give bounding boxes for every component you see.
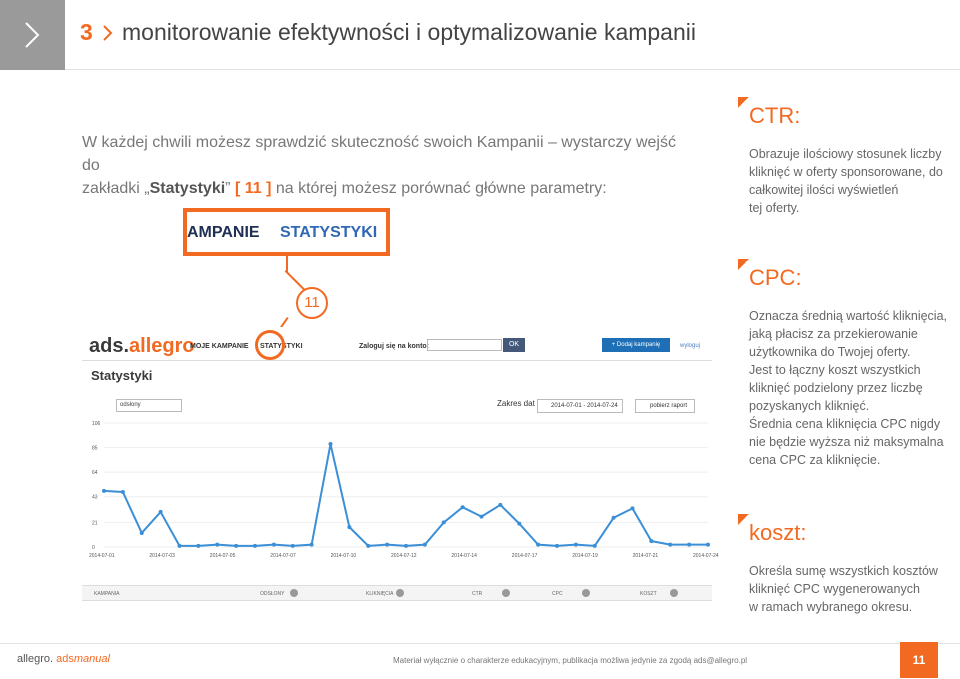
help-icon[interactable] (502, 589, 510, 597)
definition-line: kliknięć w oferty sponsorowane, do (749, 165, 943, 179)
data-point[interactable] (668, 543, 672, 547)
data-point[interactable] (593, 544, 597, 548)
table-header-cell: CPC (552, 591, 563, 597)
metric-select[interactable]: odsłony (116, 399, 182, 412)
x-tick-label: 2014-07-07 (270, 553, 296, 559)
x-tick-label: 2014-07-24 (693, 553, 719, 559)
data-point[interactable] (423, 543, 427, 547)
definition-line: Oznacza średnią wartość kliknięcia, (749, 309, 947, 323)
data-point[interactable] (631, 506, 635, 510)
data-point[interactable] (612, 516, 616, 520)
data-point[interactable] (404, 544, 408, 548)
x-tick-label: 2014-07-17 (511, 553, 538, 559)
data-point[interactable] (329, 442, 333, 446)
stats-title: Statystyki (91, 368, 153, 383)
login-input[interactable] (427, 339, 502, 351)
footer-logo: allegro. adsmanual (17, 653, 110, 665)
intro-paragraph (82, 131, 692, 200)
footer-disclaimer: Materiał wyłącznie o charakterze edukacyjnym, publikacja możliwa jedynie za zgodą ads@allegro.pl (393, 656, 748, 665)
data-point[interactable] (498, 503, 502, 507)
table-header-row (82, 585, 712, 601)
intro-line-1: W każdej chwili możesz sprawdzić skuteczność swoich Kampanii – wystarczy wejść do (82, 134, 676, 174)
x-tick-label: 2014-07-12 (391, 553, 417, 559)
x-tick-label: 2014-07-19 (572, 553, 598, 559)
date-range-label: Zakres dat (497, 399, 535, 408)
definition-line: w ramach wybranego okresu. (749, 600, 913, 614)
zoom-tab-campaigns: AMPANIE (187, 224, 260, 241)
data-point[interactable] (555, 544, 559, 548)
data-point[interactable] (461, 505, 465, 509)
data-point[interactable] (234, 544, 238, 548)
data-point[interactable] (536, 543, 540, 547)
ok-button[interactable]: OK (503, 338, 525, 352)
page-header (0, 0, 960, 70)
help-icon[interactable] (582, 589, 590, 597)
data-point[interactable] (574, 543, 578, 547)
definition-body (749, 307, 947, 469)
definition-body (749, 145, 943, 217)
data-point[interactable] (272, 543, 276, 547)
section-number: 3 (80, 19, 93, 45)
definition-line: Określa sumę wszystkich kosztów (749, 564, 938, 578)
definition-line: jaką płacisz za przekierowanie (749, 327, 918, 341)
page-number: 11 (900, 642, 938, 678)
section-corner-marker (738, 514, 749, 525)
definition-heading: CTR: (749, 103, 801, 128)
definition-line: cena CPC za kliknięcie. (749, 453, 881, 467)
table-header-cell: KAMPANIA (94, 591, 120, 597)
definition-heading: koszt: (749, 520, 807, 545)
y-tick-label: 0 (92, 545, 95, 551)
login-label: Zaloguj się na konto: (359, 343, 430, 350)
definition-line: tej oferty. (749, 201, 800, 215)
data-point[interactable] (310, 543, 314, 547)
nav-campaigns[interactable]: MOJE KAMPANIE (190, 343, 249, 350)
y-tick-label: 21 (92, 520, 98, 527)
data-point[interactable] (347, 525, 351, 529)
callout-badge: 11 (296, 287, 328, 319)
x-tick-label: 2014-07-14 (451, 553, 477, 559)
data-point[interactable] (253, 544, 257, 548)
table-header-cell: KOSZT (640, 591, 657, 597)
zoom-tab-statistics: STATYSTYKI (280, 224, 378, 241)
data-point[interactable] (140, 531, 144, 535)
data-point[interactable] (178, 544, 182, 548)
definition-line: użytkownika do Twojej oferty. (749, 345, 911, 359)
data-point[interactable] (480, 515, 484, 519)
definition-body (749, 562, 938, 616)
data-point[interactable] (366, 544, 370, 548)
definition-line: nie będzie wyższa niż maksymalna (749, 435, 944, 449)
download-report-button[interactable]: pobierz raport (635, 399, 695, 413)
x-tick-label: 2014-07-10 (330, 553, 357, 559)
definition-heading: CPC: (749, 265, 802, 290)
page-title: monitorowanie efektywności i optymalizowanie kampanii (122, 19, 696, 45)
data-point[interactable] (215, 543, 219, 547)
x-tick-label: 2014-07-21 (632, 553, 659, 559)
reference-number: [ 11 ] (234, 180, 272, 197)
definition-line: kliknięć CPC wygenerowanych (749, 582, 920, 596)
definition-line: całkowitej ilości wyświetleń (749, 183, 899, 197)
data-point[interactable] (159, 510, 163, 514)
add-campaign-button[interactable]: + Dodaj kampanię (602, 338, 670, 352)
definition-line: Średnia cena kliknięcia CPC nigdy (749, 417, 941, 431)
highlight-ring (255, 330, 285, 360)
stats-screenshot (82, 327, 719, 612)
tab-name: Statystyki (149, 180, 226, 197)
y-tick-label: 43 (92, 494, 98, 501)
help-icon[interactable] (396, 589, 404, 597)
intro-line-2: zakładki „Statystyki” [ 11 ] na której możesz porównać główne parametry: (82, 180, 607, 197)
chevron-right-icon (0, 0, 65, 70)
logout-link[interactable]: wyloguj (680, 343, 701, 349)
ads-allegro-logo: ads.allegro (89, 335, 195, 357)
chevron-separator-icon (102, 24, 114, 42)
line-chart (82, 417, 719, 567)
footer-divider (0, 643, 960, 644)
data-point[interactable] (687, 543, 691, 547)
series-line (104, 444, 708, 546)
x-tick-label: 2014-07-05 (209, 553, 236, 559)
table-header-cell: CTR (472, 591, 483, 597)
table-header-cell: KLIKNIĘCIA (366, 591, 394, 597)
y-tick-label: 85 (92, 445, 98, 452)
help-icon[interactable] (290, 589, 298, 597)
table-header-cell: ODSŁONY (260, 591, 285, 597)
x-tick-label: 2014-07-03 (149, 553, 175, 559)
data-point[interactable] (649, 539, 653, 543)
data-point[interactable] (102, 489, 106, 493)
definition-line: pozyskanych kliknięć. (749, 399, 870, 413)
zoom-callout (183, 208, 390, 256)
divider (82, 360, 712, 361)
help-icon[interactable] (670, 589, 678, 597)
section-corner-marker (738, 97, 749, 108)
data-point[interactable] (385, 543, 389, 547)
y-tick-label: 64 (92, 470, 98, 477)
connector-line (285, 270, 306, 291)
data-point[interactable] (196, 544, 200, 548)
data-point[interactable] (291, 544, 295, 548)
section-corner-marker (738, 259, 749, 270)
definition-line: Obrazuje ilościowy stosunek liczby (749, 147, 942, 161)
data-point[interactable] (706, 543, 710, 547)
date-range-input[interactable]: 2014-07-01 - 2014-07-24 (537, 399, 623, 413)
definition-line: Jest to łączny koszt wszystkich (749, 363, 921, 377)
data-point[interactable] (121, 490, 125, 494)
definition-line: kliknięć podzielony przez liczbę (749, 381, 923, 395)
nav-statistics[interactable]: STATYSTYKI (260, 343, 303, 350)
x-tick-label: 2014-07-01 (89, 553, 115, 559)
data-point[interactable] (442, 520, 446, 524)
data-point[interactable] (517, 522, 521, 526)
y-tick-label: 106 (92, 421, 101, 427)
